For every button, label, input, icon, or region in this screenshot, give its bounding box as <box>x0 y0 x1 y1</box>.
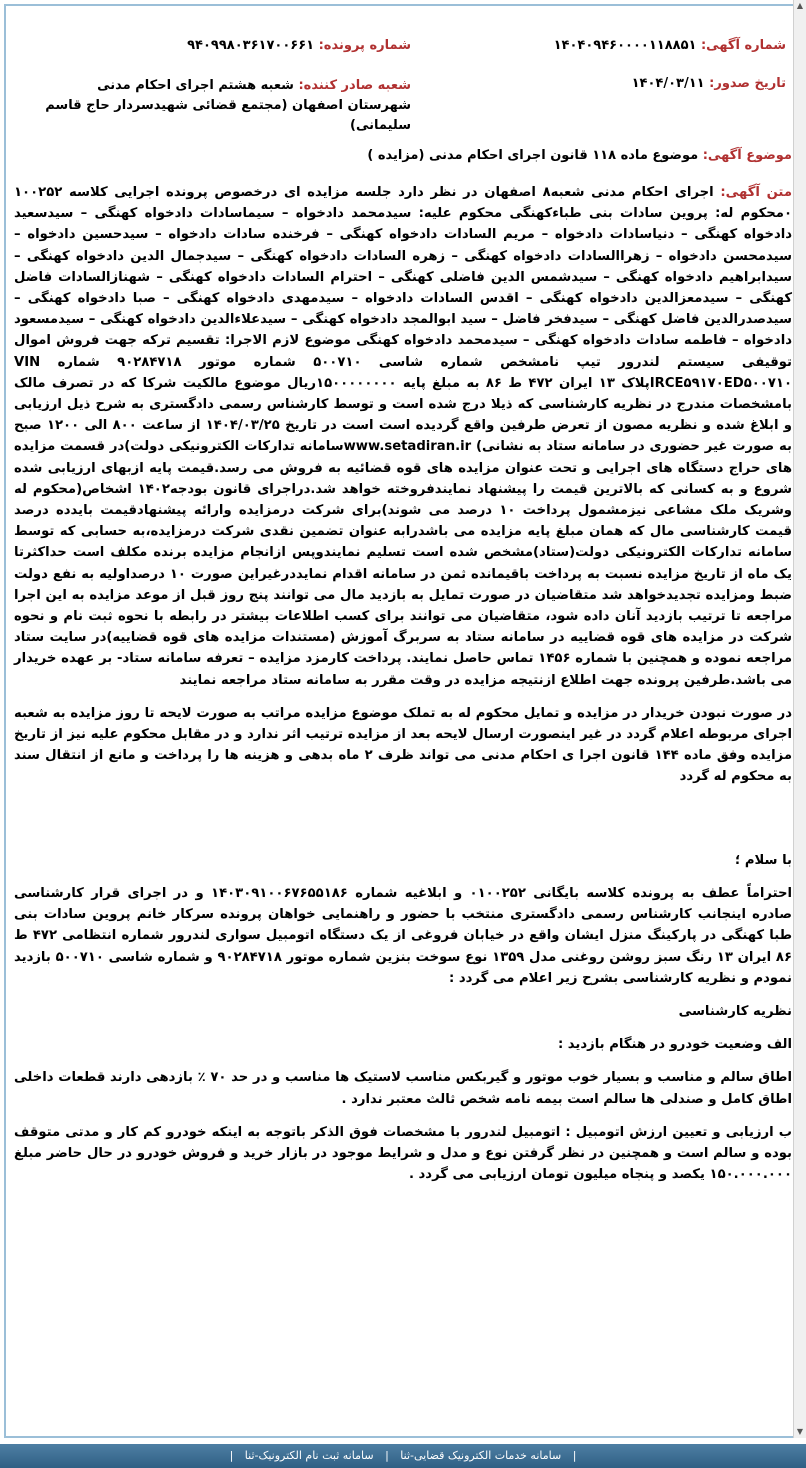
section-a-text: اطاق سالم و مناسب و بسیار خوب موتور و گیربکس مناسب لاستیک ها مناسب و در حد ۷۰ ٪ بازدهی دارند قطعات داخلی اطاق کامل و صندلی ها سالم است بیمه نامه شخص ثالث معتبر ندارد . <box>14 1070 792 1107</box>
footer-separator: | <box>385 1449 389 1462</box>
ad-number-value: ۱۴۰۴۰۹۴۶۰۰۰۰۱۱۸۸۵۱ <box>553 38 697 53</box>
expert-intro-paragraph: احتراماً عطف به پرونده کلاسه بایگانی ۰۱۰۰۲۵۲ و ابلاغیه شماره ۱۴۰۳۰۹۱۰۰۶۷۶۵۵۱۸۶ و در اجرای قرار کارشناسی صادره اینجانب کارشناس رسمی دادگستری منتخب با حضور و راهنمایی خواهان پرونده سرکار خانم پروین سادات بنی طبا کهنگی در پارکینگ منزل ایشان واقع در خیابان فروغی از یک دستگاه اتومبیل سواری لندرور شماره انتظامی ۴۷۲ ط ۸۶ ایران ۱۳ رنگ سبز روشن روغنی مدل ۱۳۵۹ نوع سوخت بنزین شماره موتور ۹۰۲۸۴۷۱۸ و شماره شاسی ۵۰۰۷۱۰ بازدید نمودم و نظریه کارشناسی بشرح زیر اعلام می گردد : <box>14 885 792 986</box>
issuer-value: شعبه هشتم اجرای احکام مدنی شهرستان اصفهان (مجتمع قضائی شهیدسردار حاج قاسم سلیمانی) <box>45 78 411 133</box>
ad-number-label: شماره آگهی: <box>700 38 786 53</box>
auction-paragraph <box>14 182 792 691</box>
footer-link-sana-services[interactable]: سامانه خدمات الکترونیک قضایی-ثنا <box>400 1449 562 1462</box>
issue-date-row <box>632 76 786 91</box>
vertical-scrollbar[interactable] <box>793 0 806 1438</box>
footer-separator: | <box>229 1449 234 1462</box>
ad-number-row <box>554 38 786 53</box>
notice-header <box>20 30 786 133</box>
case-number-value: ۹۴۰۹۹۸۰۳۶۱۷۰۰۶۶۱ <box>187 38 315 53</box>
section-a-title: الف وضعیت خودرو در هنگام بازدید : <box>557 1037 792 1053</box>
auction-paragraph-text: اجرای احکام مدنی شعبه۸ اصفهان در نظر دارد جلسه مزایده ای درخصوص پرونده اجرایی کلاسه ۱۰۰۲۵۲ ۰محکوم له: پروین سادات بنی طباءکهنگی محکوم علیه: سیدمحمد دادخواه – سیماسادات دادخواه کهنگی – سیدسعید دادخواه کهنگی – دنیاسادات دادخواه – مریم السادات دادخواه کهنگی – فرخنده سادات دادخواه – سیدحسین دادخواه – سیدمحسن دادخواه – زهراالسادات دادخواه کهنگی – زهره السادات دادخواه کهنگی – سیدجمال الدین دادخواه کهنگی – سیدابراهیم دادخواه کهنگی – سیدشمس الدین فاضلی کهنگی – احترام السادات دادخواه کهنگی – شهنازالسادات فاضل کهنگی – سیدمعزالدین دادخواه کهنگی – اقدس السادات دادخواه – سیدمهدی دادخواه کهنگی – صبا دادخواه کهنگی – سیدصدرالدین فاضل کهنگی – سیدفخر فاضل – سید ابوالمجد دادخواه کهنگی – سیدعلاءالدین دادخواه کهنگی – سیدمسعود دادخواه – فاطمه سادات دادخواه کهنگی – سیدمحمد دادخواه کهنگی موضوع لازم الاجرا: تقسیم ترکه جهت فروش اموال توقیفی سیستم لندرور تیپ نامشخص شماره شاسی ۵۰۰۷۱۰ شماره موتور ۹۰۲۸۴۷۱۸ شماره VIN IRCE۵۹۱۷۰ED۵۰۰۷۱۰پلاک ۱۳ ایران ۴۷۲ ط ۸۶ به مبلغ پایه ۱۵۰۰۰۰۰۰۰۰ریال موضوع مالکیت شرکا که در تصرف مالک بامشخصات مندرج در نظریه کارشناسی که ذیلا درج شده است و توسط کارشناس رسمی دادگستری به شرح ذیل ارزیابی و ابلاغ شده و نظریه مصون از تعرض طرفین واقع گردیده است است در تاریخ ۱۴۰۴/۰۳/۲۵ از ساعت ۸۰۰ الی ۱۲۰۰ صبح به صورت غیر حضوری در سامانه ستاد به نشانی) www.setadiran.irسامانه تدارکات الکترونیکی دولت)در قسمت مزایده های حراج دستگاه های اجرایی و تحت عنوان مزایده های قوه قضائیه به فروش می رسد.قیمت پایه ازبهای ارزیابی شده شروع و به کسانی که بالاترین قیمت را پیشنهاد نمایندفروخته خواهد شد.دراجرای قانون بودجه۱۴۰۲ اشخاص(محکوم له وشریک ملک مشاعی نیزمشمول پرداخت ۱۰ درصد می شوند)برای شرکت درمزایده وارائه پیشنهادقیمت بایدده درصد قیمت کارشناسی مال که همان مبلغ پایه مزایده می باشدرابه عنوان تضمین نقدی شرکت درمزایده،به حسابی که توسط سامانه تدارکات الکترونیکی دولت(ستاد)مشخص شده است تسلیم نمایندوپس ازانجام مزایده برنده مکلف است حداکثرتا یک ماه از تاریخ مزایده نسبت به پرداخت باقیمانده ثمن در سامانه اقدام نمایددرغیراین صورت ۱۰ درصداولیه به نفع دولت ضبط ومزایده تجدیدخواهد شد متقاضیان در صورت تمایل به بازدید مال می توانند پنج روز قبل از موعد مزایده به این اجرا مراجعه تا ترتیب بازدید آنان داده شود، متقاضیان می توانند برای کسب اطلاعات بیشتر در رابطه با نحوه ثبت نام و نحوه شرکت در مزایده های قوه قضاییه در سامانه ستاد به سربرگ آموزش (مستندات مزایده های قوه قضاییه)در سایت ستاد مراجعه نموده و همچنین با شماره ۱۴۵۶ تماس حاصل نمایند. پرداخت کارمزد مزایده – تعرفه سامانه ستاد- بر عهده خریدار می باشد.طرفین پرونده جهت اطلاع ازنتیجه مزایده در وقت مقرر به سامانه ستاد مراجعه نمایند <box>14 185 793 688</box>
notice-subject <box>367 148 792 163</box>
section-b-text: ب ارزیابی و تعیین ارزش اتومبیل : اتومبیل لندرور با مشخصات فوق الذکر باتوجه به اینکه خودرو کم کار و مدتی متوقف بوده و سالم است و همچنین در نظر گرفتن نوع و مدل و شرایط موجود در بازار خرید و فروش خودرو در حال حاضر مبلغ ۱۵۰.۰۰۰.۰۰۰ یکصد و پنجاه میلیون تومان ارزیابی می گردد . <box>14 1124 792 1183</box>
footer-bar <box>0 1444 806 1468</box>
scroll-up-arrow-icon[interactable]: ▲ <box>796 1 804 10</box>
issue-date-value: ۱۴۰۴/۰۳/۱۱ <box>631 76 705 91</box>
case-number-label: شماره پرونده: <box>318 38 411 53</box>
expert-opinion-title: نظریه کارشناسی <box>678 1003 792 1019</box>
subject-text: موضوع ماده ۱۱۸ قانون اجرای احکام مدنی (مزایده ) <box>367 148 699 163</box>
buyer-absence-paragraph: در صورت نبودن خریدار در مزایده و تمایل محکوم له به تملک موضوع مزایده مراتب به صورت لایحه تا روز مزایده به شعبه اجرای مربوطه اعلام گردد در غیر اینصورت ارسال لایحه بعد از مزایده ترتیب اثر ندارد و در مقابل محکوم علیه نیز از تاریخ مزایده وفق ماده ۱۴۴ قانون اجرا ی احکام مدنی می تواند ظرف ۲ ماه بدهی و هزینه ها را پرداخت و مانع از انتقال سند به محکوم له گردد <box>14 705 792 785</box>
scroll-down-arrow-icon[interactable]: ▼ <box>796 1427 804 1436</box>
body-label: متن آگهی: <box>720 185 792 200</box>
case-number-row <box>187 38 411 53</box>
notice-body <box>14 182 792 1197</box>
salutation: با سلام ؛ <box>734 852 792 868</box>
issuer-label: شعبه صادر کننده: <box>298 78 411 93</box>
footer-separator: | <box>572 1449 577 1462</box>
issuer-row <box>31 76 411 136</box>
issue-date-label: تاریخ صدور: <box>709 76 786 91</box>
footer-link-sana-registration[interactable]: سامانه ثبت نام الکترونیک-ثنا <box>244 1449 374 1462</box>
subject-label: موضوع آگهی: <box>702 148 792 163</box>
